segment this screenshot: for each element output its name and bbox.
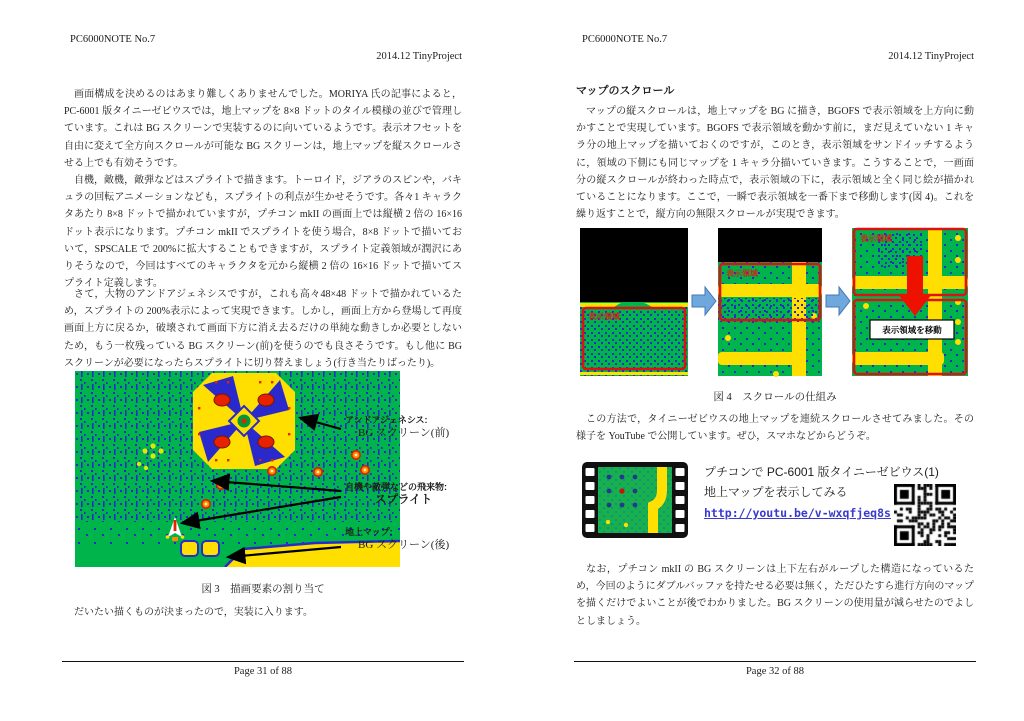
scroll-diagram — [576, 226, 974, 380]
annotation-line2: スプライト — [375, 494, 433, 506]
map-panel-1 — [580, 228, 688, 376]
footer-rule — [62, 661, 464, 662]
figure-4 — [576, 226, 974, 380]
svg-text:表示領域: 表示領域 — [726, 269, 758, 278]
video-title: プチコンで PC-6001 版タイニーゼビウス(1) — [704, 465, 939, 479]
annotation-line2: BG スクリーン(前) — [358, 427, 450, 439]
page-header-title: PC6000NOTE No.7 — [70, 34, 156, 45]
video-thumbnail — [582, 462, 688, 540]
video-link-block — [576, 458, 974, 558]
video-subtitle: 地上マップを表示してみる — [704, 485, 848, 499]
page-header-title: PC6000NOTE No.7 — [582, 34, 668, 45]
paragraph: この方法で，タイニーゼビウスの地上マップを連続スクロールさせてみました。その様子を YouTube で公開しています。ぜひ，スマホなどからどうぞ。 — [576, 414, 974, 443]
page-31 — [64, 32, 464, 697]
paragraph: 画面構成を決めるのはあまり難しくありませんでした。MORIYA 氏の記事によると，PC-6001 版タイニーゼビウスでは，地上マップを 8×8 ドットのタイル模様の並びで管理しています。これは BG スクリーンで実装するのに向いているようです。表示オフセットを自由に変えて全方向スクロールが可能な BG スクリーンは，地上マップを縦スクロールさせる上でも有効そうです。 — [64, 89, 462, 169]
paragraph: さて，大物のアンドアジェネシスですが，これも高々48×48 ドットで描かれているため，スプライトの 200%表示によって実現できます。しかし，画面上方から登場して再度画面上方に戻るか，破壊されて画面下方に消え去るだけの単純な動きしか必要としないため，もう一枚残っている BG スクリーン(前)を使うのでも良さそうです。もし他に BG スクリーンが必要になったらスプライトに切り替えましょう(行き当たりばったり)。 — [64, 289, 462, 369]
paragraph: だいたい描くものが決まったので，実装に入ります。 — [74, 607, 313, 618]
page-32 — [576, 32, 976, 697]
figure3-caption: 図 3 描画要素の割り当て — [201, 584, 325, 595]
map-panel-3 — [852, 228, 968, 376]
andor-genesis-sprite — [193, 373, 295, 469]
annotation-andor-genesis — [345, 415, 449, 440]
figure4-caption: 図 4 スクロールの仕組み — [713, 392, 837, 403]
step-arrow-icon — [692, 287, 716, 315]
step-arrow-icon — [826, 287, 850, 315]
video-frame — [598, 467, 672, 533]
annotation-line1: アンドアジェネシス: — [345, 415, 428, 425]
paragraph: なお，プチコン mkII の BG スクリーンは上下左右がループした構造になっているため，今回のようにダブルバッファを持たせる必要は無く，ただひたすら進行方向のマップを描くだけでよいことが後でわかりました。BG スクリーンの使用量が減らせたのでよしとしましょう。 — [576, 564, 974, 627]
svg-text:表示領域: 表示領域 — [860, 234, 892, 243]
annotation-ground-map — [345, 527, 449, 552]
footer-rule — [574, 661, 976, 662]
video-url-link[interactable]: http://youtu.be/v-wxqfjeq8s — [704, 506, 891, 520]
qr-code — [894, 484, 956, 546]
paragraph: マップの縦スクロールは，地上マップを BG に描き，BGOFS で表示領域を上方向に動かすことで実現しています。BGOFS で表示領域を動かす前に，まだ見えていない 1 キャラ分の地上マップを描いておくのですが，このとき，表示領域をサンドイッチするように，領域の下側にも同じマップを 1 キャラ分描いていきます。こうすることで，一画面分の縦スクロールが終わった時点で，表示領域の下に，表示領域と全く同じ絵が描かれていることになります。ここで，一瞬で表示領域を一番下まで移動します(図 4)。これを繰り返すことで，縦方向の無限スクロールが実現できます。 — [576, 106, 974, 221]
svg-text:表示領域: 表示領域 — [588, 312, 620, 321]
annotation-line2: BG スクリーン(後) — [358, 539, 450, 551]
map-panel-2 — [718, 228, 822, 377]
figure-3 — [64, 371, 484, 577]
annotation-line1: 自機や敵弾などの飛来物: — [345, 482, 447, 492]
annotation-sprites — [345, 482, 447, 507]
paragraph: 自機，敵機，敵弾などはスプライトで描きます。トーロイド，ジアラのスピンや，バキュラの回転アニメーションなども，スプライトの利点が生かせそうです。各々1 キャラクタあたり 8×8 ドットで描かれていますが，プチコン mkII の画面上では縦横 2 倍の 16×16 ドット表示になります。プチコン mkII でスプライトを使う場合，8×8 ドットで描いておいて，SPSCALE で 200%に拡大することもできますが，スプライト定義領域が潤沢にありそうなので，今回はすべてのキャラクタを元から縦横 2 倍の 16×16 ドットで描いてスプライト定義します。 — [64, 175, 462, 290]
move-label-box — [870, 320, 954, 339]
page-header-project: 2014.12 TinyProject — [376, 51, 462, 62]
page-number: Page 31 of 88 — [233, 666, 293, 677]
section-heading: マップのスクロール — [576, 85, 675, 97]
annotation-line1: 地上マップ: — [345, 527, 393, 537]
page-header-project: 2014.12 TinyProject — [888, 51, 974, 62]
page-number: Page 32 of 88 — [745, 666, 805, 677]
svg-text:表示領域を移動: 表示領域を移動 — [882, 325, 942, 335]
